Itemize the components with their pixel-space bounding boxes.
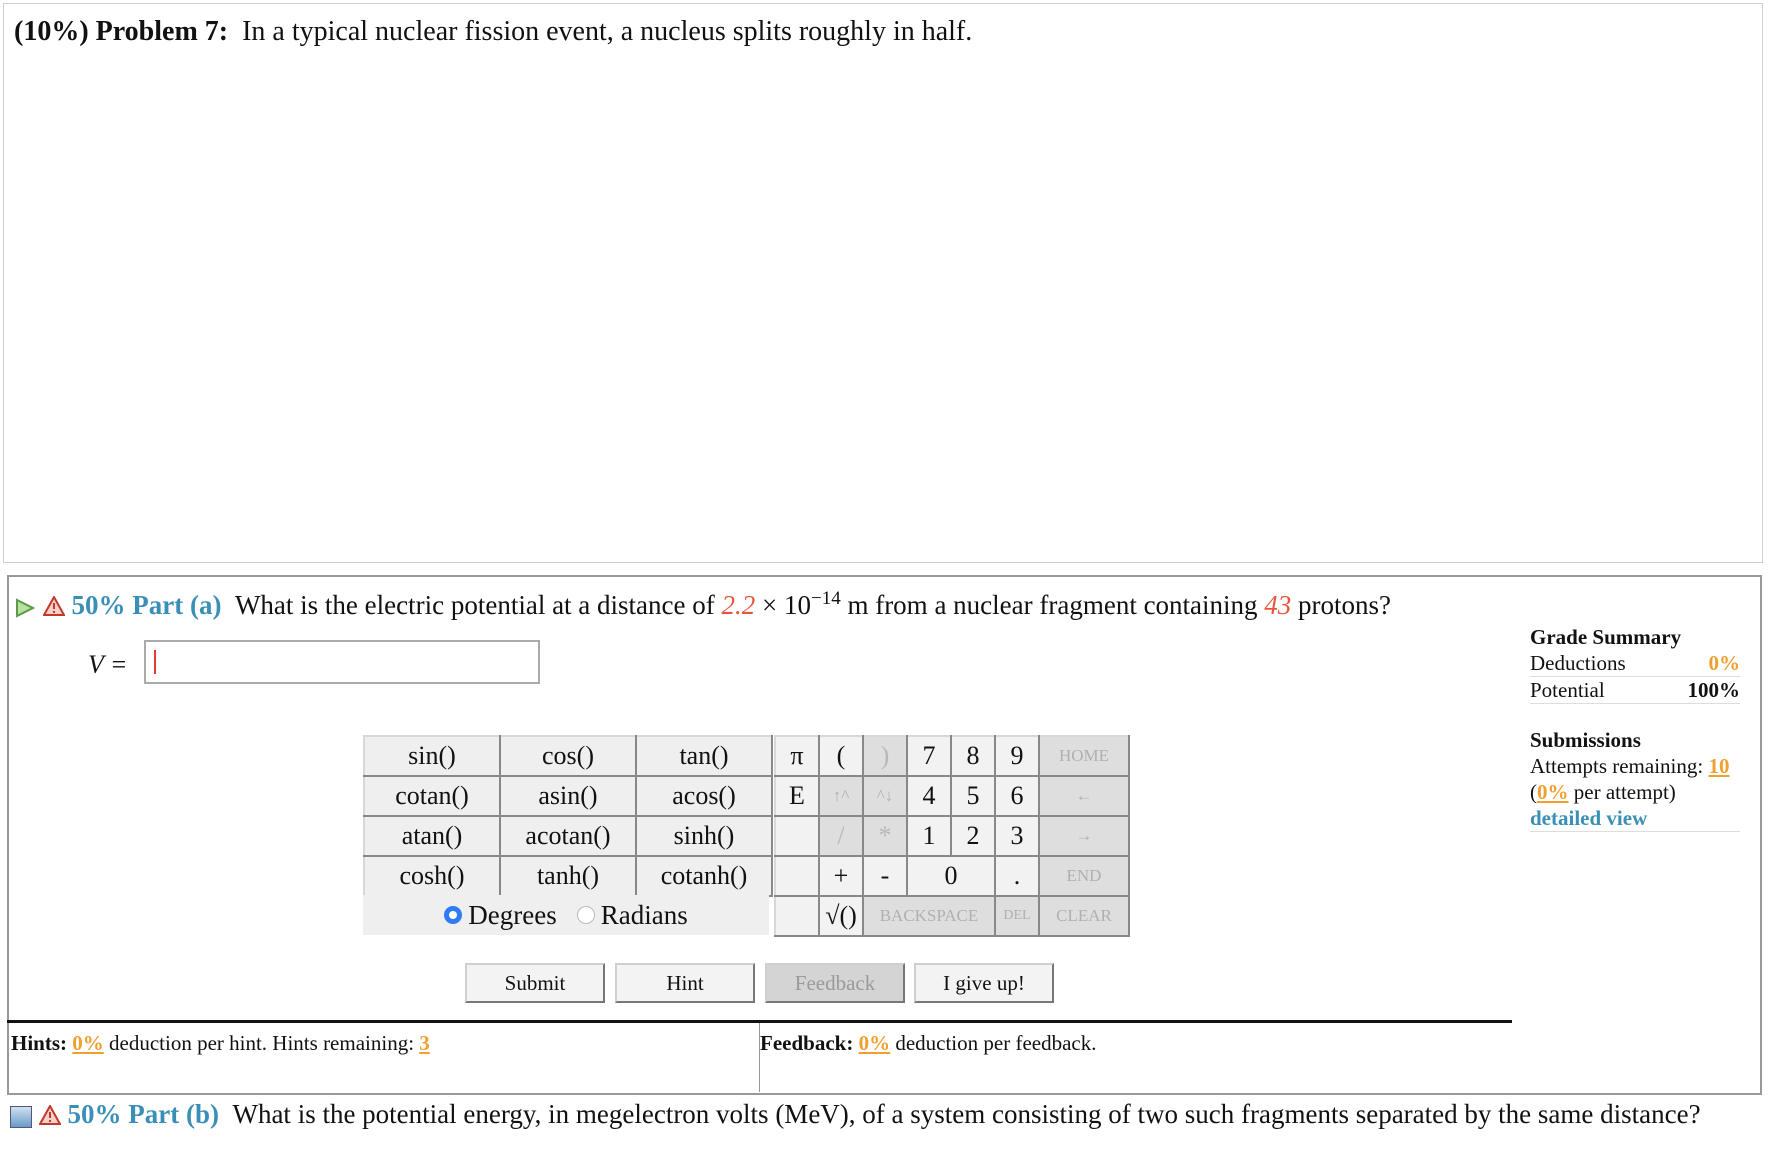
key-5[interactable]: 5	[951, 776, 995, 816]
key-0[interactable]: 0	[907, 856, 995, 896]
give-up-button[interactable]: I give up!	[914, 963, 1054, 1003]
asin-button[interactable]: asin()	[500, 776, 636, 816]
problem-text: In a typical nuclear fission event, a nucleus splits roughly in half.	[242, 16, 973, 47]
problem-header	[14, 16, 972, 48]
close-paren-key[interactable]: )	[863, 736, 907, 776]
hints-info	[11, 1031, 430, 1056]
cotanh-button[interactable]: cotanh()	[636, 856, 772, 896]
times-ten: × 10	[762, 590, 811, 620]
submissions-title: Submissions	[1530, 728, 1641, 752]
hint-deduction: 0%	[72, 1031, 104, 1055]
blank-key-2	[775, 856, 819, 896]
detailed-view-row	[1530, 805, 1740, 832]
sin-button[interactable]: sin()	[364, 736, 500, 776]
part-b-title	[10, 1097, 1760, 1131]
numeric-keypad	[774, 735, 1130, 937]
per-attempt-open: (	[1530, 780, 1537, 804]
blank-key-3	[775, 896, 819, 936]
attempts-row	[1530, 753, 1740, 779]
grade-summary	[1530, 625, 1740, 832]
key-7[interactable]: 7	[907, 736, 951, 776]
multiply-key[interactable]: *	[863, 816, 907, 856]
per-attempt-deduction: 0%	[1537, 780, 1569, 804]
key-6[interactable]: 6	[995, 776, 1039, 816]
grade-summary-title: Grade Summary	[1530, 625, 1682, 649]
e-key[interactable]: E	[775, 776, 819, 816]
cursor-right-key[interactable]: →	[1039, 816, 1129, 856]
part-b-question: What is the potential energy, in megelectron volts (MeV), of a system consisting of two such fragments separated by the same distance?	[232, 1099, 1701, 1129]
answer-input[interactable]	[144, 640, 540, 684]
answer-variable-label: V =	[88, 650, 128, 679]
distance-value: 2.2	[721, 590, 756, 620]
divide-key[interactable]: /	[819, 816, 863, 856]
cos-button[interactable]: cos()	[500, 736, 636, 776]
decimal-key[interactable]: .	[995, 856, 1039, 896]
blank-key-1	[775, 816, 819, 856]
attempts-label: Attempts remaining:	[1530, 754, 1704, 778]
radians-label: Radians	[600, 899, 688, 930]
hints-label: Hints:	[11, 1031, 68, 1055]
acos-button[interactable]: acos()	[636, 776, 772, 816]
expand-triangle-icon[interactable]	[14, 597, 36, 619]
end-key[interactable]: END	[1039, 856, 1129, 896]
part-b-percent: 50% Part (b)	[67, 1099, 219, 1129]
deductions-row	[1530, 650, 1740, 677]
degrees-radio[interactable]	[444, 906, 462, 924]
attempts-remaining: 10	[1708, 754, 1730, 778]
tan-button[interactable]: tan()	[636, 736, 772, 776]
hint-button[interactable]: Hint	[615, 963, 755, 1003]
tanh-button[interactable]: tanh()	[500, 856, 636, 896]
clear-key[interactable]: CLEAR	[1039, 896, 1129, 936]
feedback-text: deduction per feedback.	[895, 1031, 1097, 1055]
key-4[interactable]: 4	[907, 776, 951, 816]
sqrt-key[interactable]: √()	[819, 896, 863, 936]
delete-key[interactable]: DEL	[995, 896, 1039, 936]
hints-feedback-row	[7, 1020, 1512, 1095]
text-caret	[154, 650, 156, 674]
open-paren-key[interactable]: (	[819, 736, 863, 776]
sinh-button[interactable]: sinh()	[636, 816, 772, 856]
warning-icon	[39, 1105, 61, 1125]
function-keypad	[363, 735, 773, 897]
cosh-button[interactable]: cosh()	[364, 856, 500, 896]
feedback-label: Feedback:	[760, 1031, 854, 1055]
key-2[interactable]: 2	[951, 816, 995, 856]
radians-radio[interactable]	[577, 906, 595, 924]
exponent-up-key[interactable]: ↑^	[819, 776, 863, 816]
collapsed-square-icon[interactable]	[10, 1106, 32, 1128]
hints-remaining: 3	[419, 1031, 430, 1055]
problem-statement-box	[3, 3, 1763, 563]
backspace-key[interactable]: BACKSPACE	[863, 896, 995, 936]
key-1[interactable]: 1	[907, 816, 951, 856]
feedback-deduction: 0%	[858, 1031, 891, 1055]
potential-row	[1530, 677, 1740, 704]
warning-icon	[43, 596, 65, 616]
deductions-value: 0%	[1708, 651, 1740, 675]
minus-key[interactable]: -	[863, 856, 907, 896]
acotan-button[interactable]: acotan()	[500, 816, 636, 856]
problem-weight: (10%)	[14, 16, 89, 47]
proton-count: 43	[1264, 590, 1292, 620]
part-a-percent: 50% Part (a)	[71, 590, 222, 620]
part-a-question-3: protons?	[1298, 590, 1392, 620]
plus-key[interactable]: +	[819, 856, 863, 896]
part-a-question-2: m from a nuclear fragment containing	[847, 590, 1258, 620]
hints-text: deduction per hint. Hints remaining:	[109, 1031, 415, 1055]
submit-button[interactable]: Submit	[465, 963, 605, 1003]
cursor-left-key[interactable]: ←	[1039, 776, 1129, 816]
detailed-view-link[interactable]: detailed view	[1530, 806, 1648, 830]
potential-value: 100%	[1687, 678, 1740, 702]
degrees-label: Degrees	[468, 899, 557, 930]
cotan-button[interactable]: cotan()	[364, 776, 500, 816]
per-attempt-row	[1530, 779, 1740, 805]
atan-button[interactable]: atan()	[364, 816, 500, 856]
key-8[interactable]: 8	[951, 736, 995, 776]
key-9[interactable]: 9	[995, 736, 1039, 776]
part-a-question-1: What is the electric potential at a distance of	[234, 590, 715, 620]
exponent-down-key[interactable]: ^↓	[863, 776, 907, 816]
part-a-title	[14, 588, 1391, 621]
potential-label: Potential	[1530, 678, 1605, 702]
key-3[interactable]: 3	[995, 816, 1039, 856]
exponent: −14	[810, 588, 841, 609]
feedback-info	[760, 1031, 1096, 1056]
angle-mode-selector	[363, 895, 769, 935]
problem-label: Problem 7:	[95, 16, 229, 47]
per-attempt-text: per attempt)	[1573, 780, 1676, 804]
deductions-label: Deductions	[1530, 651, 1626, 675]
pi-key[interactable]: π	[775, 736, 819, 776]
feedback-button[interactable]: Feedback	[765, 963, 905, 1003]
home-key[interactable]: HOME	[1039, 736, 1129, 776]
